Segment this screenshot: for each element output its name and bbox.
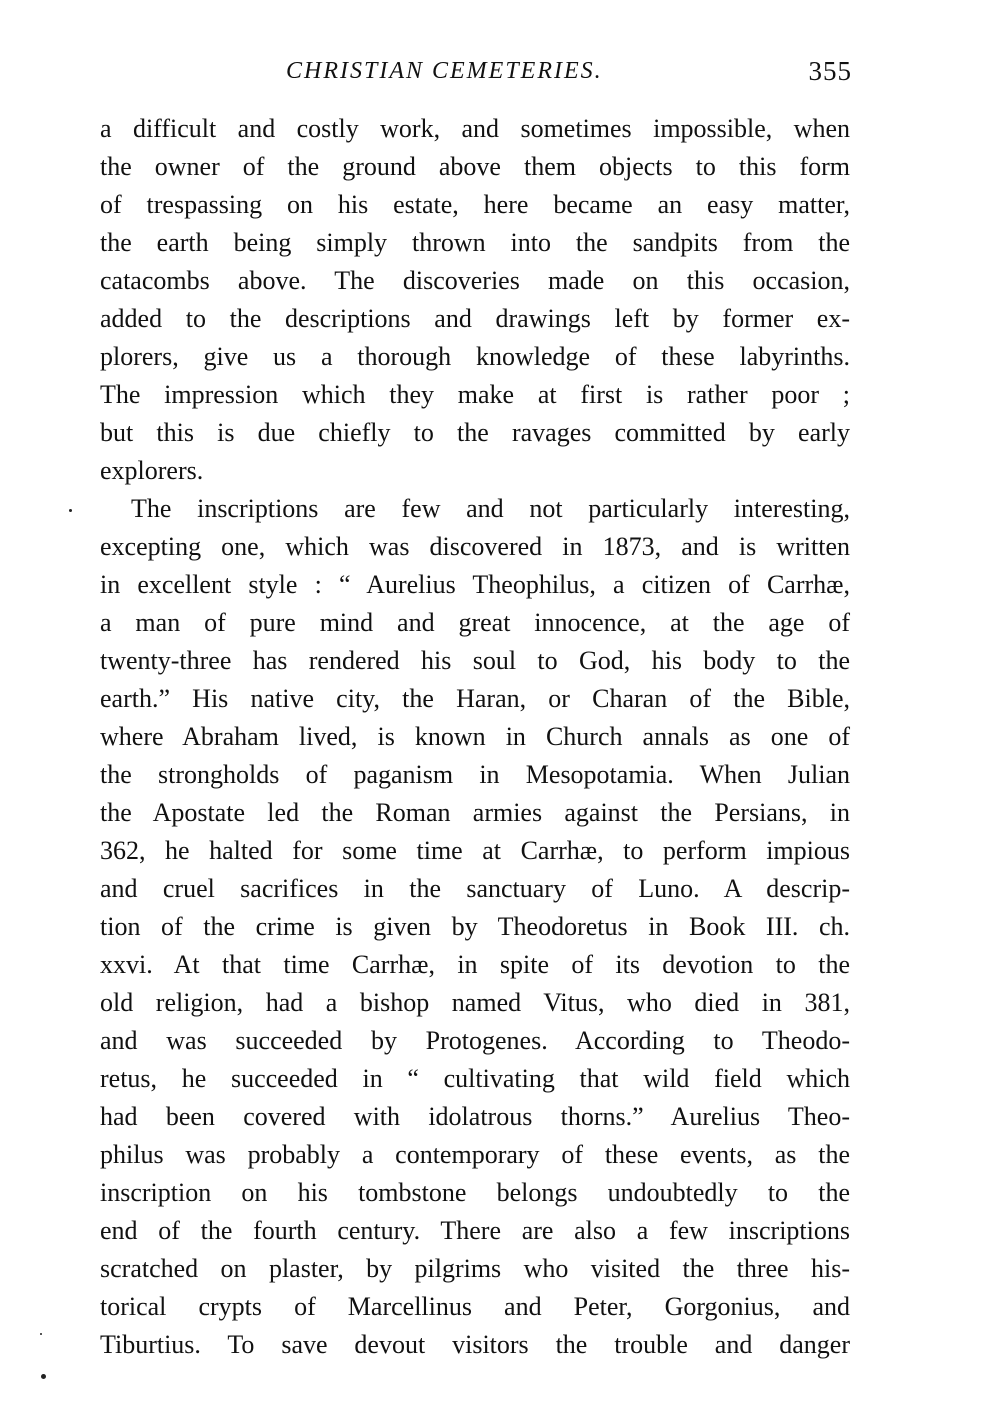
text-line: a man of pure mind and great innocence, at the age of (100, 608, 850, 637)
text-line: old religion, had a bishop named Vitus, who died in 381, (100, 988, 850, 1017)
text-line: 362, he halted for some time at Carrhæ, to perform impious (100, 836, 850, 865)
text-line: tion of the crime is given by Theodoretus in Book III. ch. (100, 912, 850, 941)
text-line: retus, he succeeded in “ cultivating that wild field which (100, 1064, 850, 1093)
text-line: twenty-three has rendered his soul to God, his body to the (100, 646, 850, 675)
page-number: 355 (808, 56, 852, 86)
running-title: CHRISTIAN CEMETERIES. (286, 58, 603, 84)
ink-speck (41, 1374, 46, 1379)
text-line: scratched on plaster, by pilgrims who visited the three his- (100, 1254, 850, 1283)
text-line: philus was probably a contemporary of these events, as the (100, 1140, 850, 1169)
text-line: The impression which they make at first is rather poor ; (100, 380, 850, 409)
text-line: end of the fourth century. There are also a few inscriptions (100, 1216, 850, 1245)
running-head (100, 58, 852, 98)
text-line: catacombs above. The discoveries made on this occasion, (100, 266, 850, 295)
ink-speck (69, 509, 72, 512)
text-line: but this is due chiefly to the ravages committed by early (100, 418, 850, 447)
text-line: had been covered with idolatrous thorns.” Aurelius Theo- (100, 1102, 850, 1131)
text-line: a difficult and costly work, and sometimes impossible, when (100, 114, 850, 143)
text-line: torical crypts of Marcellinus and Peter, Gorgonius, and (100, 1292, 850, 1321)
text-line: plorers, give us a thorough knowledge of these labyrinths. (100, 342, 850, 371)
text-line: where Abraham lived, is known in Church annals as one of (100, 722, 850, 751)
text-line: and cruel sacrifices in the sanctuary of Luno. A descrip- (100, 874, 850, 903)
text-line: in excellent style : “ Aurelius Theophilus, a citizen of Carrhæ, (100, 570, 850, 599)
text-line: earth.” His native city, the Haran, or Charan of the Bible, (100, 684, 850, 713)
text-line: added to the descriptions and drawings left by former ex- (100, 304, 850, 333)
text-line: the owner of the ground above them objects to this form (100, 152, 850, 181)
text-line: and was succeeded by Protogenes. According to Theodo- (100, 1026, 850, 1055)
text-line: The inscriptions are few and not particularly interesting, (131, 494, 850, 523)
text-line: the earth being simply thrown into the sandpits from the (100, 228, 850, 257)
text-line: the Apostate led the Roman armies against the Persians, in (100, 798, 850, 827)
text-line: explorers. (100, 456, 204, 485)
text-line: xxvi. At that time Carrhæ, in spite of its devotion to the (100, 950, 850, 979)
text-line: excepting one, which was discovered in 1873, and is written (100, 532, 850, 561)
text-line: the strongholds of paganism in Mesopotamia. When Julian (100, 760, 850, 789)
ink-speck (40, 1333, 42, 1335)
text-line: of trespassing on his estate, here became an easy matter, (100, 190, 850, 219)
text-line: Tiburtius. To save devout visitors the trouble and danger (100, 1330, 850, 1359)
text-line: inscription on his tombstone belongs undoubtedly to the (100, 1178, 850, 1207)
